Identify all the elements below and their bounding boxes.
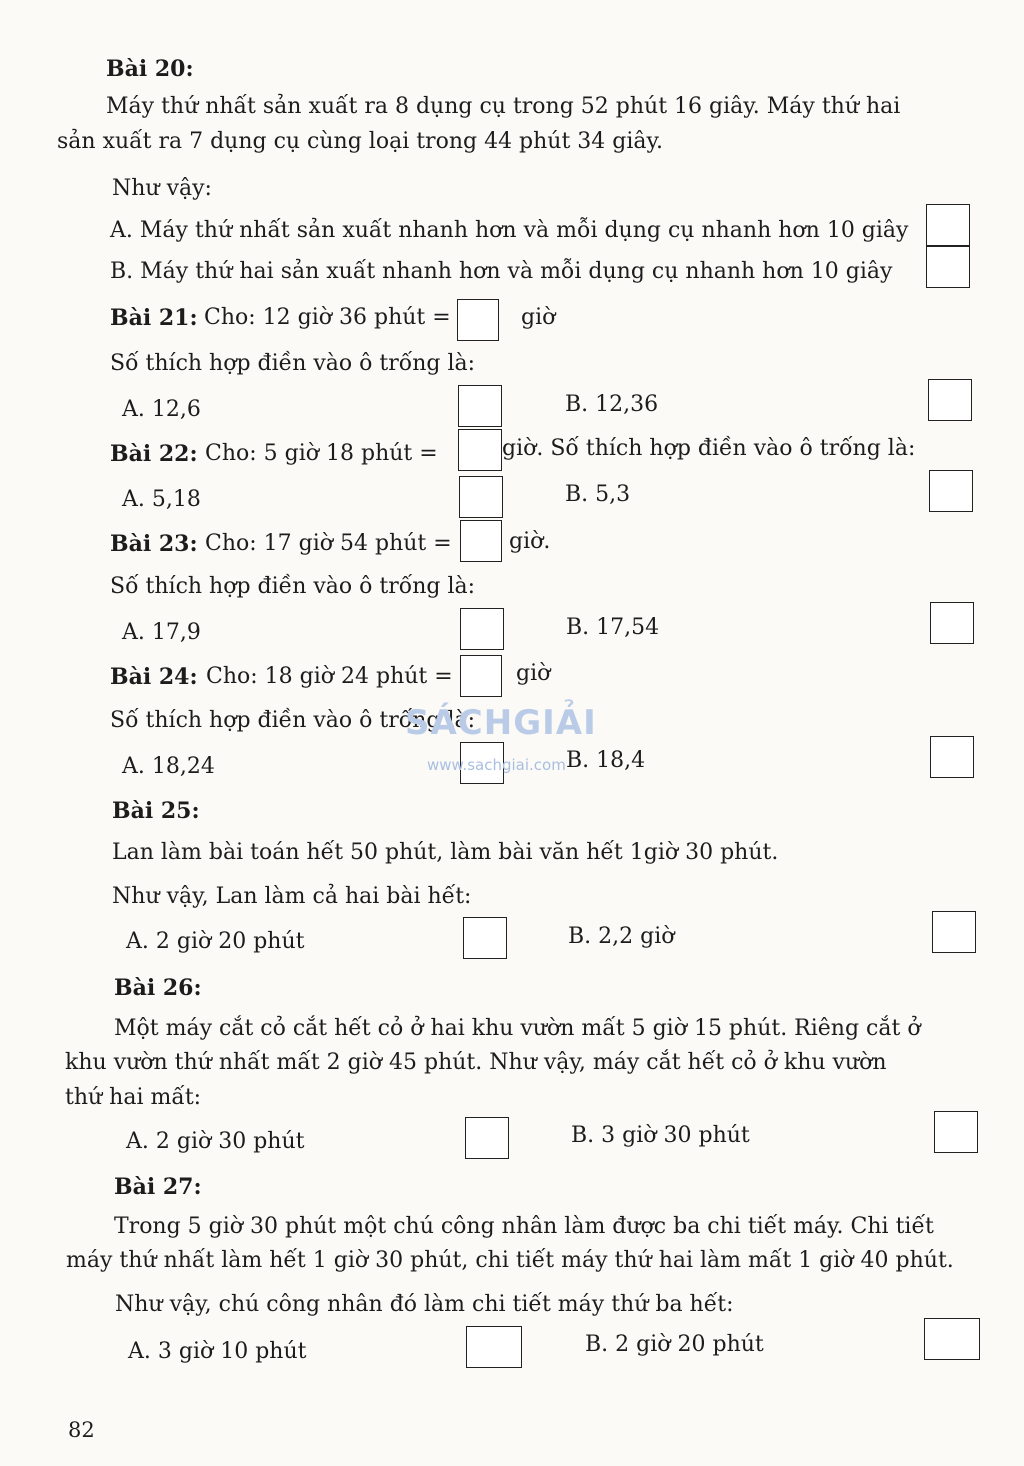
b22-option-a: A. 5,18 [122,487,201,512]
b21-answer-box-b[interactable] [928,379,972,421]
page-number: 82 [68,1418,95,1442]
b21-option-b: B. 12,36 [565,392,659,417]
b26-option-b: B. 3 giờ 30 phút [571,1123,750,1148]
b25-title: Bài 25: [112,798,200,824]
watermark-brand: SÁCHGIẢI [405,703,597,743]
b20-line1: Máy thứ nhất sản xuất ra 8 dụng cụ trong 52 phút 16 giây. Máy thứ hai [106,94,901,119]
b24-lead: Số thích hợp điền vào ô trống là: [110,708,476,733]
b21-answer-box-a[interactable] [458,385,502,427]
b23-option-a: A. 17,9 [122,620,201,645]
b24-option-b: B. 18,4 [566,748,646,773]
b24-option-a: A. 18,24 [122,754,215,779]
b27-option-b: B. 2 giờ 20 phút [585,1332,764,1357]
b27-line2: máy thứ nhất làm hết 1 giờ 30 phút, chi tiết máy thứ hai làm mất 1 giờ 40 phút. [66,1248,954,1273]
b20-lead: Như vậy: [112,176,212,201]
b26-line3: thứ hai mất: [65,1085,202,1110]
b24-fill-box[interactable] [460,655,502,697]
b23-option-b: B. 17,54 [566,615,660,640]
b24-unit: giờ [516,661,551,686]
b21-lead: Số thích hợp điền vào ô trống là: [110,351,476,376]
b25-line1: Lan làm bài toán hết 50 phút, làm bài văn hết 1giờ 30 phút. [112,840,779,865]
watermark [405,693,625,783]
b22-option-b: B. 5,3 [565,482,631,507]
b25-answer-box-a[interactable] [463,917,507,959]
b25-option-a: A. 2 giờ 20 phút [126,929,305,954]
b21-question: Cho: 12 giờ 36 phút = [204,305,451,330]
b26-line1: Một máy cắt cỏ cắt hết cỏ ở hai khu vườn mất 5 giờ 15 phút. Riêng cắt ở [114,1016,921,1041]
b25-option-b: B. 2,2 giờ [568,924,675,949]
b23-fill-box[interactable] [460,520,502,562]
b26-answer-box-b[interactable] [934,1111,978,1153]
b22-title: Bài 22: [110,441,198,467]
b22-answer-box-a[interactable] [459,476,503,518]
b25-answer-box-b[interactable] [932,911,976,953]
b27-answer-box-a[interactable] [466,1326,522,1368]
b27-answer-box-b[interactable] [924,1318,980,1360]
b23-question: Cho: 17 giờ 54 phút = [205,531,452,556]
b23-answer-box-a[interactable] [460,608,504,650]
b21-option-a: A. 12,6 [122,397,201,422]
b22-question: Cho: 5 giờ 18 phút = [205,441,438,466]
b24-answer-box-b[interactable] [930,736,974,778]
b20-option-b: B. Máy thứ hai sản xuất nhanh hơn và mỗi dụng cụ nhanh hơn 10 giây [110,259,893,284]
b22-answer-box-b[interactable] [929,470,973,512]
b26-option-a: A. 2 giờ 30 phút [126,1129,305,1154]
b26-answer-box-a[interactable] [465,1117,509,1159]
b21-title: Bài 21: [110,305,198,331]
b26-line2: khu vườn thứ nhất mất 2 giờ 45 phút. Như vậy, máy cắt hết cỏ ở khu vườn [65,1050,887,1075]
b20-answer-box-b[interactable] [926,246,970,288]
b26-title: Bài 26: [114,975,202,1001]
watermark-url: www.sachgiai.com [427,756,566,774]
b23-unit: giờ. [509,529,551,554]
b24-title: Bài 24: [110,664,198,690]
b21-fill-box[interactable] [457,299,499,341]
b21-unit: giờ [521,305,556,330]
b23-title: Bài 23: [110,531,198,557]
b25-lead: Như vậy, Lan làm cả hai bài hết: [112,884,472,909]
b24-question: Cho: 18 giờ 24 phút = [206,664,453,689]
b20-title: Bài 20: [106,56,194,82]
b27-title: Bài 27: [114,1174,202,1200]
b23-answer-box-b[interactable] [930,602,974,644]
b20-line2: sản xuất ra 7 dụng cụ cùng loại trong 44 phút 34 giây. [57,129,664,154]
b27-option-a: A. 3 giờ 10 phút [128,1339,307,1364]
b22-unit: giờ. Số thích hợp điền vào ô trống là: [502,436,916,461]
b23-lead: Số thích hợp điền vào ô trống là: [110,574,476,599]
b20-option-a: A. Máy thứ nhất sản xuất nhanh hơn và mỗi dụng cụ nhanh hơn 10 giây [110,218,909,243]
b20-answer-box-a[interactable] [926,204,970,246]
b27-lead: Như vậy, chú công nhân đó làm chi tiết máy thứ ba hết: [115,1292,734,1317]
b22-fill-box[interactable] [458,429,502,471]
b27-line1: Trong 5 giờ 30 phút một chú công nhân làm được ba chi tiết máy. Chi tiết [114,1214,934,1239]
